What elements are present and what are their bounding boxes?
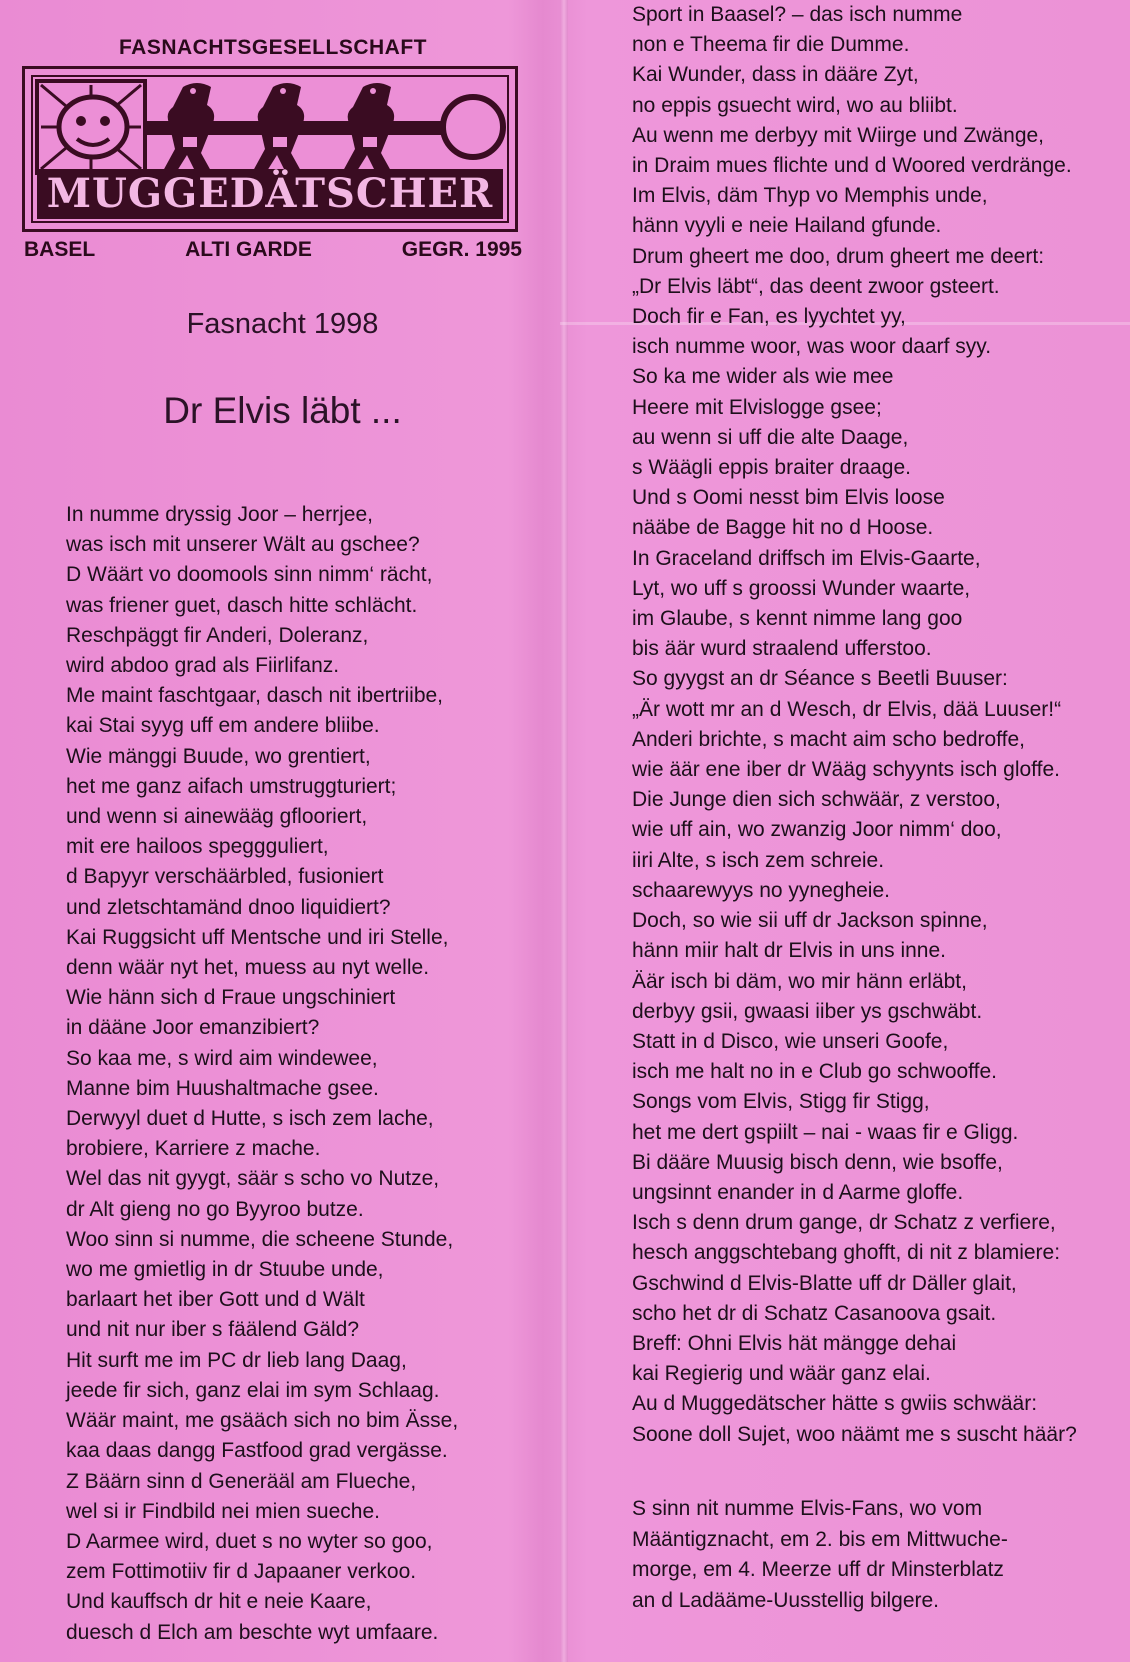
logo-wordmark: MUGGEDÄTSCHER bbox=[37, 169, 503, 219]
poem-line: Hit surft me im PC dr lieb lang Daag, bbox=[66, 1348, 407, 1372]
poem-line: S sinn nit numme Elvis-Fans, wo vom bbox=[632, 1497, 983, 1520]
poem-line: Lyt, wo uff s groossi Wunder waarte, bbox=[632, 576, 971, 600]
drummers-illustration-icon bbox=[33, 77, 513, 177]
logo-footer bbox=[22, 238, 524, 262]
poem-line: Doch fir e Fan, es lyychtet yy, bbox=[632, 305, 906, 329]
poem-line: Songs vom Elvis, Stigg fir Stigg, bbox=[632, 1090, 930, 1114]
poem-line: wel si ir Findbild nei mien sueche. bbox=[66, 1499, 380, 1523]
poem-line: und wenn si ainewääg gflooriert, bbox=[66, 805, 368, 829]
poem-right-column bbox=[632, 0, 1077, 1450]
poem-line: iiri Alte, s isch zem schreie. bbox=[632, 848, 885, 872]
poem-line: In Graceland driffsch im Elvis-Gaarte, bbox=[632, 546, 981, 570]
event-subtitle: Fasnacht 1998 bbox=[186, 308, 379, 340]
poem-line: denn wäär nyt het, muess au nyt welle. bbox=[66, 956, 430, 980]
poem-line: Und kauffsch dr hit e neie Kaare, bbox=[66, 1590, 372, 1614]
poem-line: So ka me wider als wie mee bbox=[632, 365, 894, 389]
logo-founded: GEGR. 1995 bbox=[401, 238, 522, 261]
poem-line: Wie hänn sich d Fraue ungschiniert bbox=[66, 986, 396, 1010]
poem-line: s Wäägli eppis braiter draage. bbox=[632, 456, 911, 480]
poem-line: Määntigznacht, em 2. bis em Mittwuche- bbox=[632, 1527, 1008, 1551]
poem-line: in Draim mues flichte und d Woored verdränge. bbox=[632, 154, 1072, 178]
poem-line: Soone doll Sujet, woo näämt me s suscht häär? bbox=[632, 1422, 1077, 1446]
poem-line: was friener guet, dasch hitte schlächt. bbox=[66, 593, 418, 617]
poem-line: kai Regierig und wäär ganz elai. bbox=[632, 1362, 931, 1386]
poem-line: „Dr Elvis läbt“, das deent zwoor gsteert. bbox=[632, 274, 1000, 298]
poem-line: Au d Muggedätscher hätte s gwiis schwäär: bbox=[632, 1392, 1038, 1416]
society-logo bbox=[22, 36, 524, 262]
poem-line: wird abdoo grad als Fiirlifanz. bbox=[66, 654, 340, 678]
poem-line: „Är wott mr an d Wesch, dr Elvis, dää Luuser!“ bbox=[632, 697, 1062, 721]
logo-frame bbox=[22, 66, 518, 232]
poem-line: Wäär maint, me gsääch sich no bim Ässe, bbox=[66, 1409, 459, 1433]
poem-line: Und s Oomi nesst bim Elvis loose bbox=[632, 486, 945, 510]
poem-line: Drum gheert me doo, drum gheert me deert: bbox=[632, 244, 1045, 268]
poem-line: und zletschtamänd dnoo liquidiert? bbox=[66, 895, 391, 919]
poem-line: Me maint faschtgaar, dasch nit ibertriibe, bbox=[66, 684, 444, 708]
poem-line: bis äär wurd straalend ufferstoo. bbox=[632, 637, 932, 661]
logo-inner-frame bbox=[31, 75, 509, 223]
closing-paragraph bbox=[632, 1494, 1008, 1616]
poem-line: Gschwind d Elvis-Blatte uff dr Däller glait, bbox=[632, 1271, 1017, 1295]
poem-line: Äär isch bi däm, wo mir hänn erläbt, bbox=[632, 969, 967, 993]
paper-fold-vertical bbox=[560, 0, 568, 1662]
poem-line: isch numme woor, was woor daarf syy. bbox=[632, 335, 992, 359]
poem-left-column bbox=[66, 500, 458, 1648]
poem-line: dr Alt gieng no go Byyroo butze. bbox=[66, 1197, 364, 1221]
poem-line: wie uff ain, wo zwanzig Joor nimm‘ doo, bbox=[632, 818, 1002, 842]
poem-line: duesch d Elch am beschte wyt umfaare. bbox=[66, 1620, 439, 1644]
poem-line: morge, em 4. Meerze uff dr Minsterblatz bbox=[632, 1558, 1004, 1581]
poem-line: het me dert gspiilt – nai - waas fir e Gligg. bbox=[632, 1120, 1019, 1144]
poem-line: Wel das nit gyygt, säär s scho vo Nutze, bbox=[66, 1167, 440, 1191]
poem-line: zem Fottimotiiv fir d Japaaner verkoo. bbox=[66, 1560, 417, 1584]
poem-line: Kai Wunder, dass in dääre Zyt, bbox=[632, 63, 919, 87]
poem-line: het me ganz aifach umstruggturiert; bbox=[66, 774, 397, 798]
poem-title: Dr Elvis läbt ... bbox=[163, 390, 402, 431]
poem-line: Woo sinn si numme, die scheene Stunde, bbox=[66, 1227, 454, 1251]
poem-line: nääbe de Bagge hit no d Hoose. bbox=[632, 516, 934, 540]
poem-line: an d Ladääme-Uusstellig bilgere. bbox=[632, 1588, 940, 1612]
poem-line: Heere mit Elvislogge gsee; bbox=[632, 395, 882, 419]
poem-line: hesch anggschtebang ghofft, di nit z blamiere: bbox=[632, 1241, 1061, 1265]
poem-line: d Bapyyr verschäärbled, fusioniert bbox=[66, 865, 384, 889]
poem-line: Doch, so wie sii uff dr Jackson spinne, bbox=[632, 909, 988, 933]
logo-city: BASEL bbox=[24, 238, 96, 261]
poem-line: hänn vyyli e neie Hailand gfunde. bbox=[632, 214, 942, 238]
poem-line: D Wäärt vo doomools sinn nimm‘ rächt, bbox=[66, 563, 433, 587]
poem-line: Breff: Ohni Elvis hät mängge dehai bbox=[632, 1331, 957, 1355]
logo-group: ALTI GARDE bbox=[185, 238, 312, 261]
poem-line: und nit nur iber s fäälend Gäld? bbox=[66, 1318, 360, 1342]
poem-line: jeede fir sich, ganz elai im sym Schlaag. bbox=[66, 1378, 440, 1402]
poem-line: ungsinnt enander in d Aarme gloffe. bbox=[632, 1180, 964, 1204]
poem-line: In numme dryssig Joor – herrjee, bbox=[66, 503, 373, 526]
poem-line: no eppis gsuecht wird, wo au bliibt. bbox=[632, 93, 958, 117]
poem-line: Reschpäggt fir Anderi, Doleranz, bbox=[66, 623, 369, 647]
poem-line: kai Stai syyg uff em andere bliibe. bbox=[66, 714, 380, 738]
poem-line: Statt in d Disco, wie unseri Goofe, bbox=[632, 1029, 949, 1053]
poem-line: Au wenn me derbyy mit Wiirge und Zwänge, bbox=[632, 123, 1045, 147]
poem-line: Manne bim Huushaltmache gsee. bbox=[66, 1076, 379, 1100]
poem-line: Kai Ruggsicht uff Mentsche und iri Stelle, bbox=[66, 925, 449, 949]
poem-line: Isch s denn drum gange, dr Schatz z verfiere, bbox=[632, 1211, 1056, 1235]
poem-line: So kaa me, s wird aim windewee, bbox=[66, 1046, 378, 1070]
logo-society-label: FASNACHTSGESELLSCHAFT bbox=[118, 36, 427, 59]
poem-line: schaarewyys no yynegheie. bbox=[632, 878, 890, 902]
poem-line: isch me halt no in e Club go schwooffe. bbox=[632, 1060, 997, 1084]
poem-line: brobiere, Karriere z mache. bbox=[66, 1137, 321, 1161]
poem-line: barlaart het iber Gott und d Wält bbox=[66, 1288, 365, 1312]
poem-line: Im Elvis, däm Thyp vo Memphis unde, bbox=[632, 184, 988, 208]
poem-line: So gyygst an dr Séance s Beetli Buuser: bbox=[632, 667, 1008, 691]
poem-line: Bi dääre Muusig bisch denn, wie bsoffe, bbox=[632, 1150, 1003, 1174]
poem-line: in dääne Joor emanzibiert? bbox=[66, 1016, 320, 1040]
poem-line: derbyy gsii, gwaasi iiber ys gschwäbt. bbox=[632, 999, 983, 1023]
poem-line: im Glaube, s kennt nimme lang goo bbox=[632, 607, 963, 631]
poem-line: Z Bäärn sinn d Generääl am Flueche, bbox=[66, 1469, 417, 1493]
poem-line: Derwyyl duet d Hutte, s isch zem lache, bbox=[66, 1107, 434, 1131]
poem-line: au wenn si uff die alte Daage, bbox=[632, 425, 909, 449]
poem-line: Anderi brichte, s macht aim scho bedroffe, bbox=[632, 727, 1025, 751]
poem-line: Wie mänggi Buude, wo grentiert, bbox=[66, 744, 371, 768]
poem-line: non e Theema fir die Dumme. bbox=[632, 33, 910, 57]
poem-line: D Aarmee wird, duet s no wyter so goo, bbox=[66, 1529, 433, 1553]
poem-line: Die Junge dien sich schwäär, z verstoo, bbox=[632, 788, 1001, 812]
poem-line: was isch mit unserer Wält au gschee? bbox=[66, 533, 420, 557]
poem-line: scho het dr di Schatz Casanoova gsait. bbox=[632, 1301, 997, 1325]
poem-line: mit ere hailoos speggguliert, bbox=[66, 835, 329, 859]
poem-line: wo me gmietlig in dr Stuube unde, bbox=[66, 1258, 384, 1282]
poem-line: kaa daas dangg Fastfood grad vergässe. bbox=[66, 1439, 448, 1463]
poem-line: Sport in Baasel? – das isch numme bbox=[632, 3, 963, 26]
poem-line: hänn miir halt dr Elvis in uns inne. bbox=[632, 939, 946, 963]
poem-line: wie äär ene iber dr Wääg schyynts isch gloffe. bbox=[632, 758, 1060, 782]
